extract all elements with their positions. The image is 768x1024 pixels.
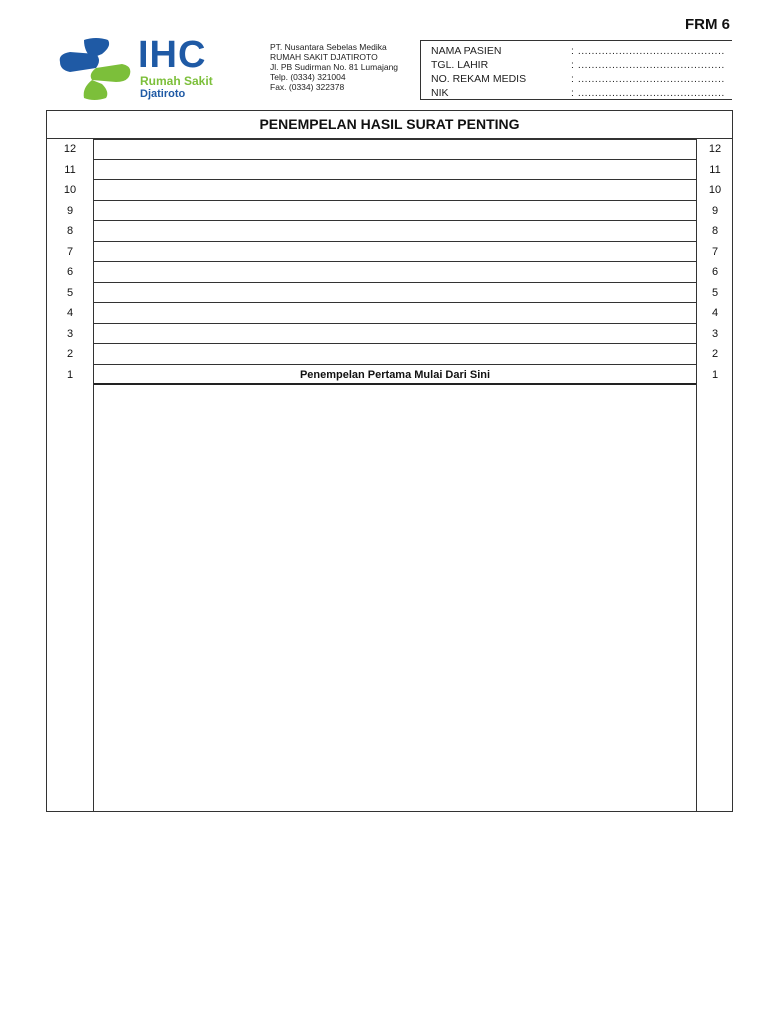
row-number-right: 6 xyxy=(711,266,719,278)
medical-record-row[interactable] xyxy=(431,72,732,86)
attachment-slot xyxy=(94,221,696,242)
table-rows xyxy=(47,139,732,385)
row-number-right: 1 xyxy=(711,368,719,381)
hospital-address xyxy=(270,42,398,92)
row-number-right: 4 xyxy=(711,307,719,319)
attachment-slot xyxy=(94,283,696,304)
birth-date-row[interactable] xyxy=(431,58,732,72)
row-number-right: 9 xyxy=(711,204,719,217)
fax-number: Fax. (0334) 322378 xyxy=(270,82,345,92)
row-number-left: 5 xyxy=(66,286,74,299)
table-row xyxy=(47,139,732,160)
attachment-slot xyxy=(94,242,696,263)
attachment-slot xyxy=(94,139,696,160)
brand-location: Djatiroto xyxy=(140,88,186,100)
table-row xyxy=(47,324,732,345)
table-row xyxy=(47,221,732,242)
attachment-table xyxy=(46,110,733,812)
attachment-slot xyxy=(94,160,696,181)
table-row xyxy=(47,303,732,324)
row-number-right: 2 xyxy=(711,348,719,360)
attachment-slot: Penempelan Pertama Mulai Dari Sini xyxy=(94,365,696,386)
table-row xyxy=(47,262,732,283)
attachment-slot xyxy=(94,201,696,222)
birth-date-field[interactable]: : ........................................... xyxy=(571,59,725,71)
medical-record-field[interactable]: : ........................................... xyxy=(571,73,725,85)
row-number-right: 5 xyxy=(711,286,719,299)
row-number-right: 11 xyxy=(709,163,721,176)
hospital-logo xyxy=(56,36,236,102)
form-code: FRM 6 xyxy=(685,16,730,33)
table-row xyxy=(47,201,732,222)
brand-subtitle: Rumah Sakit xyxy=(140,74,213,88)
hospital-name: RUMAH SAKIT DJATIROTO xyxy=(270,52,378,62)
table-row xyxy=(47,160,732,181)
table-row xyxy=(47,180,732,201)
table-row xyxy=(47,365,732,386)
phone-number: Telp. (0334) 321004 xyxy=(270,72,346,82)
row-number-left: 12 xyxy=(63,143,77,155)
patient-field-label: NIK xyxy=(431,87,449,99)
row-number-left: 8 xyxy=(66,225,74,237)
row-number-left: 10 xyxy=(63,184,77,196)
attachment-slot xyxy=(94,324,696,345)
nik-row[interactable] xyxy=(431,86,732,100)
table-row xyxy=(47,344,732,365)
patient-field-label: TGL. LAHIR xyxy=(431,59,489,71)
patient-name-row[interactable] xyxy=(431,44,732,58)
row-number-left: 9 xyxy=(66,204,74,217)
company-name: PT. Nusantara Sebelas Medika xyxy=(270,42,387,52)
row-number-right: 3 xyxy=(711,327,719,340)
row-number-left: 1 xyxy=(66,368,74,381)
row-number-left: 7 xyxy=(66,245,74,258)
brand-name: IHC xyxy=(138,34,207,76)
row-number-left: 6 xyxy=(66,266,74,278)
row-number-right: 10 xyxy=(708,184,722,196)
attachment-slot xyxy=(94,262,696,283)
patient-field-label: NAMA PASIEN xyxy=(431,45,502,57)
row-number-left: 4 xyxy=(66,307,74,319)
patient-name-field[interactable]: : ........................................... xyxy=(571,45,725,57)
patient-identity-box xyxy=(420,40,732,100)
patient-field-label: NO. REKAM MEDIS xyxy=(431,73,527,85)
table-row xyxy=(47,283,732,304)
row-number-right: 7 xyxy=(711,245,719,258)
row-number-left: 2 xyxy=(66,348,74,360)
table-title: PENEMPELAN HASIL SURAT PENTING xyxy=(47,111,732,139)
attachment-slot xyxy=(94,344,696,365)
row-number-right: 8 xyxy=(711,225,719,237)
attachment-slot xyxy=(94,180,696,201)
row-number-left: 11 xyxy=(64,163,76,176)
row-number-left: 3 xyxy=(66,327,74,340)
nik-field[interactable]: : ........................................... xyxy=(571,87,725,99)
attachment-slot xyxy=(94,303,696,324)
table-row xyxy=(47,242,732,263)
cross-logo-icon xyxy=(56,36,136,102)
street-address: Jl. PB Sudirman No. 81 Lumajang xyxy=(270,62,399,72)
row-number-right: 12 xyxy=(708,143,722,155)
